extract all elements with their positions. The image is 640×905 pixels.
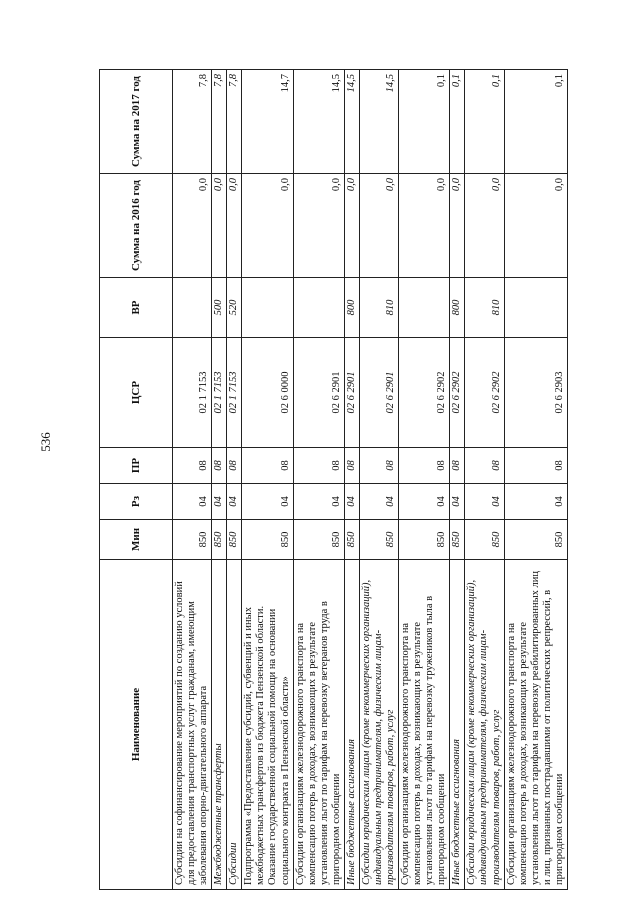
cell-min: 850 xyxy=(173,520,212,560)
cell-sum-2017: 14,7 xyxy=(242,70,293,174)
cell-vr xyxy=(242,278,293,338)
table-row xyxy=(293,70,344,890)
cell-sum-2017: 7,8 xyxy=(227,70,242,174)
cell-min: 850 xyxy=(465,520,504,560)
cell-pr: 08 xyxy=(242,448,293,484)
table-row xyxy=(173,70,212,890)
table-row xyxy=(212,70,227,890)
header-sum-2017: Сумма на 2017 год xyxy=(100,70,173,174)
table-row xyxy=(450,70,465,890)
cell-name: Субсидии xyxy=(227,560,242,890)
cell-sum-2017: 7,8 xyxy=(173,70,212,174)
cell-pr: 08 xyxy=(465,448,504,484)
cell-sum-2016: 0,0 xyxy=(242,174,293,278)
cell-csr: 02 6 0000 xyxy=(242,338,293,448)
table-body xyxy=(173,70,568,890)
cell-rz: 04 xyxy=(450,484,465,520)
table-row xyxy=(465,70,504,890)
cell-name: Субсидии на софинансирование мероприятий по созданию условий для предоставления транспортных услуг гражданам, имеющим заболевания опорно-двигательного аппарата xyxy=(173,560,212,890)
cell-rz: 04 xyxy=(359,484,398,520)
cell-vr: 810 xyxy=(465,278,504,338)
cell-vr: 810 xyxy=(359,278,398,338)
table-row xyxy=(399,70,450,890)
cell-sum-2016: 0,0 xyxy=(173,174,212,278)
cell-rz: 04 xyxy=(212,484,227,520)
rotated-table-frame xyxy=(99,70,566,890)
cell-rz: 04 xyxy=(173,484,212,520)
cell-name: Иные бюджетные ассигнования xyxy=(450,560,465,890)
table-row xyxy=(344,70,359,890)
header-vr: ВР xyxy=(100,278,173,338)
cell-vr xyxy=(293,278,344,338)
cell-min: 850 xyxy=(399,520,450,560)
cell-min: 850 xyxy=(504,520,567,560)
cell-vr xyxy=(399,278,450,338)
cell-min: 850 xyxy=(293,520,344,560)
cell-csr: 02 6 2901 xyxy=(344,338,359,448)
cell-pr: 08 xyxy=(359,448,398,484)
cell-min: 850 xyxy=(359,520,398,560)
cell-sum-2017: 7,8 xyxy=(212,70,227,174)
cell-sum-2017: 14,5 xyxy=(359,70,398,174)
cell-vr: 500 xyxy=(212,278,227,338)
page-number: 536 xyxy=(38,432,53,452)
cell-csr: 02 6 2902 xyxy=(399,338,450,448)
budget-table xyxy=(99,69,568,890)
header-sum-2016: Сумма на 2016 год xyxy=(100,174,173,278)
cell-sum-2017: 0,1 xyxy=(504,70,567,174)
table-header-row xyxy=(100,70,173,890)
cell-min: 850 xyxy=(344,520,359,560)
cell-rz: 04 xyxy=(344,484,359,520)
cell-sum-2016: 0,0 xyxy=(399,174,450,278)
cell-pr: 08 xyxy=(399,448,450,484)
cell-sum-2016: 0,0 xyxy=(344,174,359,278)
cell-csr: 02 6 2902 xyxy=(450,338,465,448)
cell-name: Субсидии организациям железнодорожного транспорта на компенсацию потерь в доходах, возникающих в результате установления льгот по тарифам на перевозку тружеников тыла в пригородном сообщении xyxy=(399,560,450,890)
cell-pr: 08 xyxy=(293,448,344,484)
table-row xyxy=(227,70,242,890)
cell-csr: 02 6 2903 xyxy=(504,338,567,448)
cell-min: 850 xyxy=(450,520,465,560)
cell-csr: 02 1 7153 xyxy=(212,338,227,448)
header-name: Наименование xyxy=(100,560,173,890)
cell-pr: 08 xyxy=(227,448,242,484)
cell-rz: 04 xyxy=(465,484,504,520)
table-row xyxy=(242,70,293,890)
table-row xyxy=(359,70,398,890)
cell-csr: 02 6 2902 xyxy=(465,338,504,448)
cell-vr xyxy=(504,278,567,338)
cell-csr: 02 6 2901 xyxy=(293,338,344,448)
table-row xyxy=(504,70,567,890)
cell-pr: 08 xyxy=(173,448,212,484)
cell-sum-2017: 0,1 xyxy=(399,70,450,174)
cell-min: 850 xyxy=(227,520,242,560)
rotated-table-area xyxy=(99,70,566,890)
cell-name: Субсидии организациям железнодорожного транспорта на компенсацию потерь в доходах, возникающих в результате установления льгот по тарифам на перевозку ветеранов труда в пригородном сообщении xyxy=(293,560,344,890)
cell-vr: 800 xyxy=(344,278,359,338)
cell-name: Субсидии юридическим лицам (кроме некоммерческих организаций), индивидуальным предпринимателям, физическим лицам-производителям товаров, работ, услуг xyxy=(359,560,398,890)
cell-sum-2016: 0,0 xyxy=(450,174,465,278)
cell-rz: 04 xyxy=(399,484,450,520)
cell-rz: 04 xyxy=(504,484,567,520)
cell-pr: 08 xyxy=(344,448,359,484)
cell-name: Субсидии организациям железнодорожного транспорта на компенсацию потерь в доходах, возникающих в результате установления льгот по тарифам на перевозку реабилитированных лиц и лиц, признанных пострадавшими от политических репрессий, в пригородном сообщении xyxy=(504,560,567,890)
cell-csr: 02 6 2901 xyxy=(359,338,398,448)
cell-csr: 02 1 7153 xyxy=(227,338,242,448)
cell-sum-2017: 0,1 xyxy=(450,70,465,174)
header-pr: ПР xyxy=(100,448,173,484)
cell-sum-2017: 14,5 xyxy=(344,70,359,174)
cell-name: Межбюджетные трансферты xyxy=(212,560,227,890)
cell-csr: 02 1 7153 xyxy=(173,338,212,448)
header-csr: ЦСР xyxy=(100,338,173,448)
cell-sum-2017: 14,5 xyxy=(293,70,344,174)
cell-name: Иные бюджетные ассигнования xyxy=(344,560,359,890)
cell-min: 850 xyxy=(242,520,293,560)
cell-rz: 04 xyxy=(242,484,293,520)
cell-rz: 04 xyxy=(227,484,242,520)
cell-pr: 08 xyxy=(450,448,465,484)
cell-name: Субсидии юридическим лицам (кроме некоммерческих организаций), индивидуальным предпринимателям, физическим лицам-производителям товаров, работ, услуг xyxy=(465,560,504,890)
cell-name: Подпрограмма «Предоставление субсидий, субвенций и иных межбюджетных трансфертов из бюджета Пензенской области. Оказание государственной социальной помощи на основании социального контракта в Пензенской области» xyxy=(242,560,293,890)
cell-sum-2016: 0,0 xyxy=(212,174,227,278)
cell-sum-2016: 0,0 xyxy=(293,174,344,278)
cell-sum-2016: 0,0 xyxy=(465,174,504,278)
cell-sum-2016: 0,0 xyxy=(227,174,242,278)
header-min: Мин xyxy=(100,520,173,560)
header-rz: Рз xyxy=(100,484,173,520)
cell-sum-2017: 0,1 xyxy=(465,70,504,174)
cell-rz: 04 xyxy=(293,484,344,520)
cell-pr: 08 xyxy=(212,448,227,484)
cell-vr: 520 xyxy=(227,278,242,338)
cell-vr xyxy=(173,278,212,338)
cell-sum-2016: 0,0 xyxy=(504,174,567,278)
cell-sum-2016: 0,0 xyxy=(359,174,398,278)
cell-vr: 800 xyxy=(450,278,465,338)
cell-min: 850 xyxy=(212,520,227,560)
cell-pr: 08 xyxy=(504,448,567,484)
